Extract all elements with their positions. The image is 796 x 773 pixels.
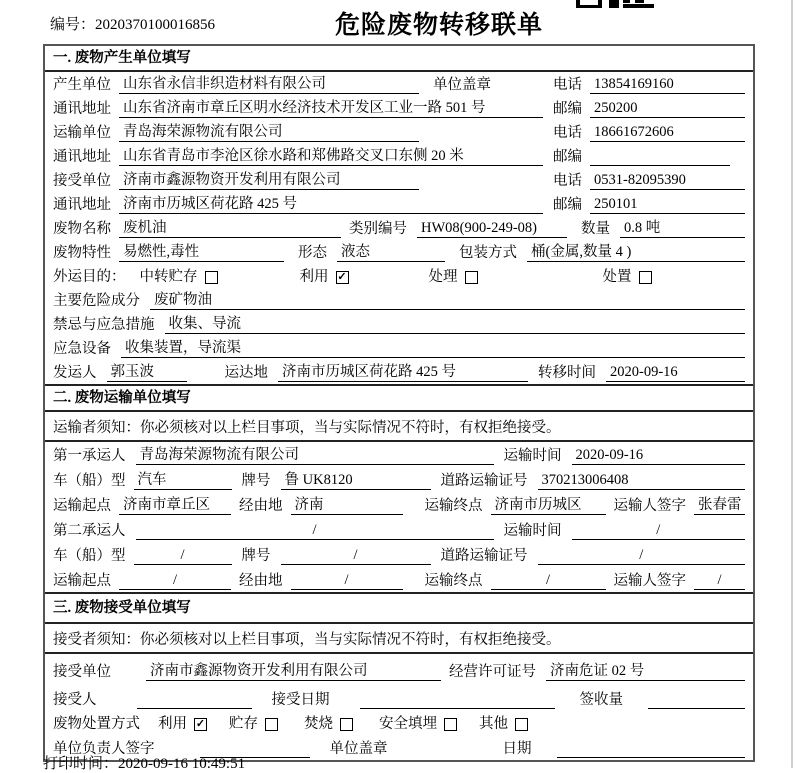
address-label: 通讯地址 [53, 149, 111, 165]
destination-label: 运达地 [224, 365, 268, 381]
terminal2-value: / [491, 571, 606, 590]
disposal-option-landfill [379, 712, 457, 733]
row-vehicle2 [45, 542, 753, 567]
first-carrier-value: 青岛海荣源物流有限公司 [136, 446, 494, 465]
row-receiver [45, 168, 753, 192]
waste-name-value: 废机油 [119, 219, 341, 238]
disposal-option-store [229, 712, 278, 733]
row-recipient [45, 683, 753, 711]
disposal-option-utilize [158, 712, 207, 733]
license2-value: / [538, 546, 746, 565]
row-waste-traits [45, 240, 753, 264]
purpose-label: 外运目的： [53, 269, 126, 285]
disposal-option-incinerate [304, 712, 353, 733]
page-title: 危险废物转移联单 [335, 12, 544, 39]
via1-value: 济南 [291, 496, 403, 515]
producer-address-value: 山东省济南市章丘区明水经济技术开发区工业一路 501 号 [119, 99, 543, 118]
via-label: 经由地 [239, 498, 283, 514]
receiver-label: 接受单位 [53, 173, 111, 189]
phone-label: 电话 [553, 125, 582, 141]
equipment-value: 收集装置，导流渠 [121, 339, 745, 358]
phone-label: 电话 [553, 77, 582, 93]
accept-date-label: 接受日期 [271, 692, 330, 708]
transporter-address-value: 山东省青岛市李沧区徐水路和郑佛路交叉口东侧 20 米 [119, 147, 543, 166]
receiver-phone-value: 0531-82095390 [590, 171, 745, 190]
form-label: 形态 [298, 245, 327, 261]
vehicle-type-label: 车（船）型 [53, 473, 126, 489]
carrier-sign-label: 运输人签字 [613, 573, 686, 589]
vehicle1-value: 汽车 [134, 471, 232, 490]
category-code-value: HW08(900-249-08) [417, 219, 567, 238]
transporter-phone-value: 18661672606 [590, 123, 745, 142]
recipient-label: 接受人 [53, 692, 97, 708]
disposal-method-label: 废物处置方式 [53, 716, 140, 732]
transport-time-label: 运输时间 [503, 523, 562, 539]
origin2-value: / [119, 571, 231, 590]
row-taboo-measures [45, 312, 753, 336]
vehicle2-value: / [134, 546, 232, 565]
option-label: 其他 [479, 716, 508, 732]
section2-title: 二. 废物运输单位填写 [45, 384, 753, 412]
terminal1-value: 济南市历城区 [491, 496, 606, 515]
option-label: 安全填埋 [379, 716, 437, 732]
purpose-option-transfer-storage [140, 265, 218, 286]
hazard-value: 废矿物油 [150, 291, 745, 310]
row-shipper [45, 360, 753, 384]
row-producer [45, 72, 753, 96]
taboo-value: 收集、导流 [165, 315, 746, 334]
taboo-label: 禁忌与应急措施 [53, 317, 155, 333]
checkbox-utilize-checked: ✓ [337, 271, 347, 283]
transfer-time-value: 2020-09-16 [606, 363, 745, 382]
checkbox-incinerate [340, 718, 353, 731]
address-label: 通讯地址 [53, 101, 111, 117]
unit-seal-label: 单位盖章 [329, 741, 388, 757]
first-carrier-label: 第一承运人 [53, 448, 126, 464]
option-label: 中转贮存 [139, 269, 198, 285]
shipper-label: 发运人 [53, 365, 97, 381]
transporter-value: 青岛海荣源物流有限公司 [119, 123, 419, 142]
terminal-label: 运输终点 [424, 498, 483, 514]
date-label: 日期 [502, 741, 532, 757]
address-label: 通讯地址 [53, 197, 111, 213]
row-second-carrier [45, 517, 753, 542]
plate1-value: 鲁 UK8120 [281, 471, 431, 490]
row-emergency-equipment [45, 336, 753, 360]
row-vehicle1 [45, 467, 753, 492]
row-transporter-address [45, 144, 753, 168]
hazard-label: 主要危险成分 [53, 293, 140, 309]
checkbox-transfer-storage [205, 271, 218, 284]
row-transporter [45, 120, 753, 144]
plate-label: 牌号 [241, 548, 271, 564]
waste-name-label: 废物名称 [53, 221, 111, 237]
plate2-value: / [281, 546, 431, 565]
row-hazard-components [45, 288, 753, 312]
road-license-label: 道路运输证号 [440, 548, 528, 564]
producer-phone-value: 13854169160 [590, 75, 745, 94]
receiver-address-value: 济南市历城区荷花路 425 号 [119, 195, 543, 214]
qr-code-fragment [576, 0, 654, 8]
section1-title: 一. 废物产生单位填写 [45, 46, 753, 72]
row-accept-unit [45, 654, 753, 683]
accept-unit-label: 接受单位 [53, 664, 111, 680]
permit-value: 济南危证 02 号 [546, 662, 745, 681]
checkbox-dispose [639, 271, 652, 284]
quantity-value: 0.8 吨 [620, 219, 745, 238]
receiver-value: 济南市鑫源物资开发利用有限公司 [119, 171, 419, 190]
producer-value: 山东省永信非织造材料有限公司 [119, 75, 419, 94]
option-label: 处置 [602, 269, 632, 285]
row-route1 [45, 492, 753, 517]
checkbox-utilize-checked: ✓ [195, 718, 206, 730]
transport-time1-value: 2020-09-16 [572, 446, 746, 465]
option-label: 贮存 [229, 716, 258, 732]
transporter-notice: 运输者须知：你必须核对以上栏目事项，当与实际情况不符时，有权拒绝接受。 [45, 412, 753, 442]
second-carrier-label: 第二承运人 [53, 523, 126, 539]
transport-time-label: 运输时间 [503, 448, 562, 464]
accept-unit-value: 济南市鑫源物资开发利用有限公司 [146, 662, 441, 681]
transporter-zip-value [590, 148, 730, 166]
category-label: 类别编号 [349, 221, 407, 237]
option-label: 处理 [428, 269, 458, 285]
serial-number-line [50, 13, 215, 34]
receiver-zip-value: 250101 [590, 195, 745, 214]
purpose-option-utilize [300, 265, 349, 286]
equipment-label: 应急设备 [53, 341, 111, 357]
disposal-option-other [479, 712, 528, 733]
origin1-value: 济南市章丘区 [119, 496, 231, 515]
checkbox-treat [465, 271, 478, 284]
row-purpose [45, 264, 753, 288]
road-license-label: 道路运输证号 [440, 473, 528, 489]
section3-title: 三. 废物接受单位填写 [45, 592, 753, 624]
phone-label: 电话 [553, 173, 582, 189]
recipient-value [137, 691, 252, 709]
vehicle-type-label: 车（船）型 [53, 548, 126, 564]
transfer-time-label: 转移时间 [538, 365, 596, 381]
via2-value: / [291, 571, 403, 590]
checkbox-landfill [444, 718, 457, 731]
row-route2 [45, 567, 753, 592]
second-carrier-value: / [136, 521, 494, 540]
destination-value: 济南市历城区荷花路 425 号 [278, 363, 528, 382]
print-time-line [43, 752, 245, 773]
license1-value: 370213006408 [538, 471, 746, 490]
origin-label: 运输起点 [53, 498, 111, 514]
transporter-label: 运输单位 [53, 125, 111, 141]
physical-form-value: 液态 [337, 243, 445, 262]
option-label: 焚烧 [304, 716, 333, 732]
purpose-option-dispose [603, 265, 652, 286]
terminal-label: 运输终点 [424, 573, 483, 589]
print-time-label: 打印时间： [43, 756, 119, 772]
producer-zip-value: 250200 [590, 99, 745, 118]
plate-label: 牌号 [241, 473, 271, 489]
carrier-sign1-value: 张春雷 [694, 496, 745, 515]
permit-label: 经营许可证号 [449, 664, 536, 680]
option-label: 利用 [299, 269, 329, 285]
traits-label: 废物特性 [53, 245, 111, 261]
row-producer-address [45, 96, 753, 120]
carrier-sign2-value: / [694, 571, 745, 590]
checkbox-other [515, 718, 528, 731]
serial-number: 2020370100016856 [95, 17, 216, 33]
transport-time2-value: / [572, 521, 746, 540]
print-time-value: 2020-09-16 10:49:51 [118, 756, 246, 772]
checkbox-store [265, 718, 278, 731]
serial-label: 编号： [50, 17, 96, 33]
traits-value: 易燃性,毒性 [119, 243, 284, 262]
quantity-label: 数量 [581, 221, 610, 237]
option-label: 利用 [158, 716, 187, 732]
manifest-form [43, 44, 755, 762]
producer-label: 产生单位 [53, 77, 111, 93]
receiver-notice: 接受者须知：你必须核对以上栏目事项，当与实际情况不符时，有权拒绝接受。 [45, 624, 753, 654]
zip-label: 邮编 [553, 197, 582, 213]
unit-seal-label: 单位盖章 [433, 77, 491, 93]
accept-date-value [360, 691, 555, 709]
shipper-value: 郭玉波 [107, 363, 187, 382]
page-right-edge [791, 0, 793, 768]
row-disposal-method [45, 711, 753, 735]
row-waste-name [45, 216, 753, 240]
via-label: 经由地 [239, 573, 283, 589]
purpose-option-treat [429, 265, 478, 286]
signed-qty-label: 签收量 [579, 692, 623, 708]
carrier-sign-label: 运输人签字 [613, 498, 686, 514]
packing-value: 桶(金属,数量 4 ) [527, 243, 745, 262]
zip-label: 邮编 [553, 101, 582, 117]
row-first-carrier [45, 442, 753, 467]
signed-qty-value [648, 691, 745, 709]
origin-label: 运输起点 [53, 573, 111, 589]
packing-label: 包装方式 [459, 245, 517, 261]
row-receiver-address [45, 192, 753, 216]
head-sign-label: 单位负责人签字 [53, 741, 155, 757]
date-value [557, 740, 746, 758]
zip-label: 邮编 [553, 149, 582, 165]
